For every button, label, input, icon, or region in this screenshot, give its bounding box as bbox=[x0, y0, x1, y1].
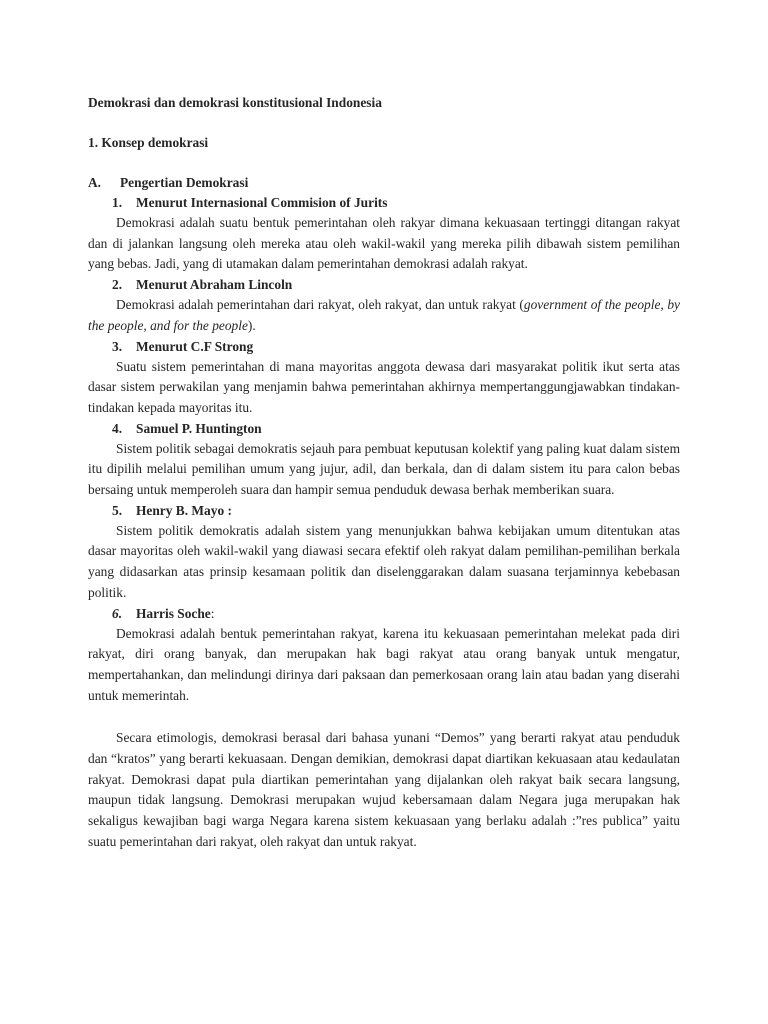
body-text: ). bbox=[247, 317, 256, 333]
list-number: 2. bbox=[112, 277, 123, 293]
list-number: 5. bbox=[112, 502, 123, 518]
document-title: Demokrasi dan demokrasi konstitusional Indonesia bbox=[88, 95, 382, 110]
definition-source: Menurut Internasional Commision of Jurits bbox=[136, 195, 388, 210]
definition-heading-5 bbox=[88, 501, 680, 521]
definition-body-3: Suatu sistem pemerintahan di mana mayoritas anggota dewasa dari masyarakat politik ikut serta atas dasar sistem perwakilan yang menjamin bahwa pemerintahan akhirnya mempertanggungjawabkan tindakan-tindakan kepada mayoritas itu. bbox=[88, 358, 680, 415]
definition-source: Menurut C.F Strong bbox=[136, 338, 254, 354]
list-number: 1. bbox=[112, 195, 123, 210]
definition-body-6: Demokrasi adalah bentuk pemerintahan rakyat, karena itu kekuasaan pemerintahan melekat pada diri rakyat, diri orang banyak, dan merupakan hak bagi rakyat atau orang banyak untuk mengatur, mempertahankan, dan melindungi dirinya dari paksaan dan pemerkosaan orang lain atau badan yang diserahi untuk memerintah. bbox=[88, 625, 680, 703]
body-text: Demokrasi adalah pemerintahan dari rakyat, oleh rakyat, dan untuk rakyat ( bbox=[116, 297, 524, 313]
definition-heading-6 bbox=[88, 604, 680, 624]
subsection-label: Pengertian Demokrasi bbox=[120, 175, 249, 190]
section-heading: 1. Konsep demokrasi bbox=[88, 135, 209, 150]
definition-source: Harris Soche bbox=[136, 605, 211, 621]
definition-body-4: Sistem politik sebagai demokratis sejauh para pembuat keputusan kolektif yang paling kuat dalam sistem itu dipilih melalui pemilihan umum yang jujur, adil, dan berkala, dan di dalam sistem itu para calon bebas bersaing untuk memperoleh suara dan hampir semua penduduk dewasa berhak memberikan suara. bbox=[88, 440, 680, 498]
definition-body-5: Sistem politik demokratis adalah sistem yang menunjukkan bahwa kebijakan umum ditentukan atas dasar mayoritas oleh wakil-wakil yang diawasi secara efektif oleh rakyat dalam pemilihan-pemilihan berkala yang didasarkan atas prinsip kesamaan politik dan diselenggarakan dalam suasana terjaminnya kebebasan politik. bbox=[88, 522, 680, 600]
definition-heading-4 bbox=[88, 419, 680, 439]
definition-source-trail: : bbox=[210, 605, 215, 621]
body-italic-text: government of the people, by the people, and for the people bbox=[88, 297, 680, 333]
list-number: 6. bbox=[112, 605, 123, 621]
definition-source: Samuel P. Huntington bbox=[136, 420, 262, 436]
subsection-heading bbox=[88, 173, 680, 193]
definition-source: Menurut Abraham Lincoln bbox=[136, 277, 293, 293]
definition-body-1: Demokrasi adalah suatu bentuk pemerintahan oleh rakyar dimana kekuasaan tertinggi ditangan rakyat dan di jalankan langsung oleh mereka atau oleh wakil-wakil yang mereka pilih dibawah sistem pemilihan yang bebas. Jadi, yang di utamakan dalam pemerintahan demokrasi adalah rakyat. bbox=[88, 215, 680, 272]
definition-source: Henry B. Mayo : bbox=[136, 502, 232, 518]
etymology-paragraph: Secara etimologis, demokrasi berasal dari bahasa yunani “Demos” yang berarti rakyat atau penduduk dan “kratos” yang berarti kekuasaan. Dengan demikian, demokrasi dapat diartikan kekuasaan atau kedaulatan rakyat. Demokrasi dapat pula diartikan pemerintahan yang dijalankan oleh rakyat baik secara langsung, maupun tidak langsung. Demokrasi merupakan wujud kebersamaan dalam Negara juga merupakan hak sekaligus kewajiban bagi warga Negara karena sistem kekuasaan yang berlaku adalah :”res publica” yaitu suatu pemerintahan dari rakyat, oleh rakyat dan untuk rakyat. bbox=[88, 730, 680, 849]
definition-heading-3 bbox=[88, 337, 680, 357]
subsection-marker: A. bbox=[88, 175, 102, 190]
definition-body-2 bbox=[88, 295, 680, 336]
definition-heading-1 bbox=[88, 193, 680, 213]
definition-heading-2 bbox=[88, 275, 680, 295]
list-number: 3. bbox=[112, 338, 123, 354]
list-number: 4. bbox=[112, 420, 123, 436]
